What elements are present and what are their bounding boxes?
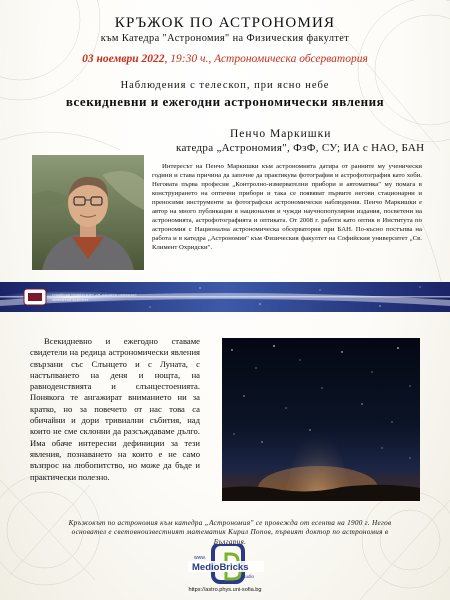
topic-line-2: всекидневни и ежегодни астрономически явления [65,94,385,109]
department-subtitle: към Катедра "Астрономия" на Физическия факултет [100,33,350,44]
night-sky-photo [222,338,420,501]
decorative-galaxy-band [0,282,450,312]
svg-text:СОФИЙСКИ УНИВЕРСИТЕТ „СВ. КЛИМ: СОФИЙСКИ УНИВЕРСИТЕТ „СВ. КЛИМЕНТ ОХРИДСКИ" [52,293,137,297]
event-time-place: , 19:30 ч., Астрономическа обсерватория [164,53,368,65]
event-description: Всекидневно и ежегодно ставаме свидетели на редица астрономически явления свързани със Слънцето и с Луната, с настъпването на деня и нощта, на равноденствията и слънцестоенията. Понякога те ангажират вниманието ни за кратко, но за повечето от нас това са обичайни и дори тривиални събития, над които не сме склонни да разсъждаваме дълго. Има обаче интересни дефиниции за тези явления, познаването на които е не само възпрос на любопитство, но може да бъде и практически полезно. [30,336,200,482]
mediobricks-logo [186,544,266,588]
svg-text:ФИЗИЧЕСКИ ФАКУЛТЕТ: ФИЗИЧЕСКИ ФАКУЛТЕТ [52,298,89,302]
club-history-note: Кръжокът по астрономия към катедра „Астрономия" се провежда от есента на 1900 г. Негов основател е световноизвестният математик Кирил Попов, първият доктор по астрономия в България. [68,519,392,546]
website-url: https://astro.phys.uni-sofia.bg [188,587,262,593]
event-date: 03 ноември 2022 [82,53,165,65]
event-date-line [0,53,450,65]
speaker-affiliation: катедра „Астрономия", ФзФ, СУ; ИА с НАО, БАН [176,142,425,154]
topic-line-1: Наблюдения с телескоп, при ясно небе [120,80,330,91]
speaker-name: Пенчо Маркишки [230,128,332,140]
logo-studio-text: studio [242,574,255,579]
speaker-photo [32,155,144,270]
speaker-biography: Интересът на Пенчо Маркишки към астрономията датира от ранните му ученически години и става причина да започне да практикува фотография и астрофотография като хоби. Неговата първа професия „Контролно-измервателни прибори и автоматика" му помага в конструирането на оптични прибори и така се появяват първите негови стационарни и преносими инструменти за фотографски астрономически наблюдения. Пенчо Маркишки е автор на много публикации в национални и чужди научнопопулярни издания, посветени на астрономията, астрофотографията и оптиката. От 2008 г. работи като оптик в Института по астрономия с Национална астрономическа обсерватория при БАН. По-късно постъпва на работа и в катедра „Астрономия" към Физическия факултет на Софийския университет „Св. Климент Охридски". [152,163,422,251]
club-title: КРЪЖОК ПО АСТРОНОМИЯ [114,15,336,31]
logo-www-text: www. [194,555,206,561]
logo-brand-text: MedioBricks [192,562,249,573]
